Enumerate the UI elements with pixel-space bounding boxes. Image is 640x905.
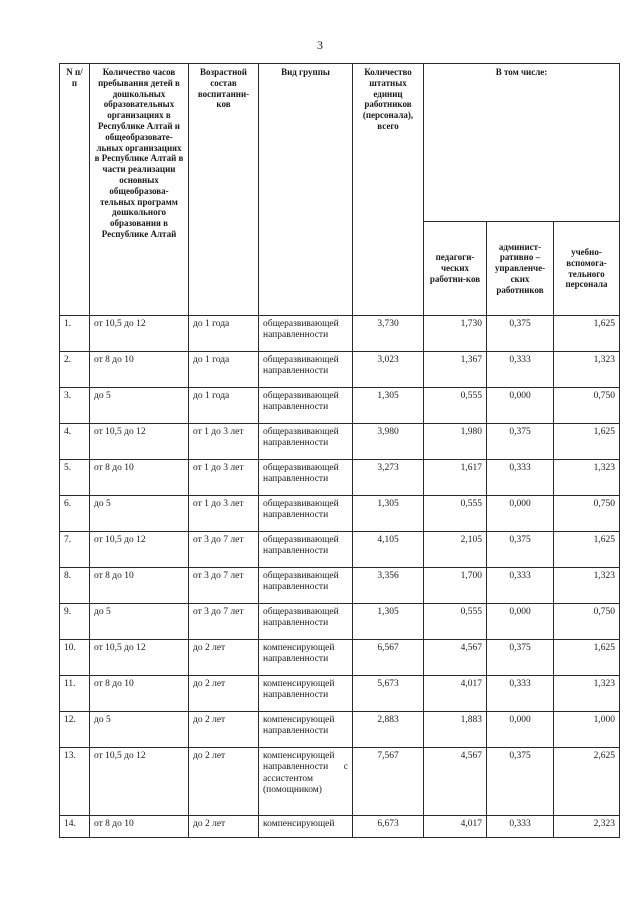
- row-hours: до 5: [90, 496, 189, 532]
- table-row: [60, 388, 620, 424]
- header-age: Возрастной состав воспитанни-ков: [189, 64, 259, 316]
- row-pedagogical: 4,567: [424, 640, 487, 676]
- table-row: [60, 460, 620, 496]
- row-staff-total: 7,567: [353, 748, 424, 816]
- row-pedagogical: 1,700: [424, 568, 487, 604]
- row-hours: от 8 до 10: [90, 460, 189, 496]
- row-hours: до 5: [90, 388, 189, 424]
- row-hours: от 10,5 до 12: [90, 748, 189, 816]
- header-auxiliary: учебно-вспомога-тельного персонала: [554, 222, 620, 316]
- row-age: до 1 года: [189, 388, 259, 424]
- row-auxiliary: 1,323: [554, 352, 620, 388]
- row-auxiliary: 1,625: [554, 532, 620, 568]
- header-including: В том числе:: [424, 64, 620, 222]
- row-group-type: компенсирующей: [259, 816, 353, 838]
- row-group-type: общеразвивающей направленности: [259, 424, 353, 460]
- table-row: [60, 424, 620, 460]
- row-number: 5.: [60, 460, 90, 496]
- row-pedagogical: 1,617: [424, 460, 487, 496]
- row-hours: от 10,5 до 12: [90, 640, 189, 676]
- row-hours: от 8 до 10: [90, 676, 189, 712]
- table-row: [60, 712, 620, 748]
- row-auxiliary: 1,625: [554, 640, 620, 676]
- row-number: 14.: [60, 816, 90, 838]
- row-age: до 2 лет: [189, 712, 259, 748]
- row-age: до 2 лет: [189, 640, 259, 676]
- row-auxiliary: 1,625: [554, 316, 620, 352]
- row-pedagogical: 1,730: [424, 316, 487, 352]
- row-number: 7.: [60, 532, 90, 568]
- row-age: до 2 лет: [189, 816, 259, 838]
- table-row: [60, 532, 620, 568]
- row-number: 2.: [60, 352, 90, 388]
- row-pedagogical: 1,980: [424, 424, 487, 460]
- row-age: до 2 лет: [189, 748, 259, 816]
- row-auxiliary: 0,750: [554, 496, 620, 532]
- row-staff-total: 3,273: [353, 460, 424, 496]
- row-administrative: 0,375: [487, 424, 554, 460]
- table-header: [60, 64, 620, 316]
- row-staff-total: 3,730: [353, 316, 424, 352]
- row-age: до 1 года: [189, 316, 259, 352]
- row-pedagogical: 0,555: [424, 388, 487, 424]
- table-row: [60, 352, 620, 388]
- table-row: [60, 640, 620, 676]
- row-hours: от 8 до 10: [90, 352, 189, 388]
- row-hours: от 8 до 10: [90, 816, 189, 838]
- table-row: [60, 604, 620, 640]
- row-staff-total: 3,980: [353, 424, 424, 460]
- row-age: от 1 до 3 лет: [189, 424, 259, 460]
- table-row: [60, 496, 620, 532]
- row-staff-total: 4,105: [353, 532, 424, 568]
- row-administrative: 0,333: [487, 816, 554, 838]
- row-hours: до 5: [90, 604, 189, 640]
- row-number: 3.: [60, 388, 90, 424]
- row-group-type: компенсирующей направленности: [259, 676, 353, 712]
- row-number: 6.: [60, 496, 90, 532]
- row-number: 1.: [60, 316, 90, 352]
- row-staff-total: 6,567: [353, 640, 424, 676]
- row-administrative: 0,333: [487, 460, 554, 496]
- row-pedagogical: 1,367: [424, 352, 487, 388]
- row-auxiliary: 1,323: [554, 676, 620, 712]
- row-pedagogical: 0,555: [424, 496, 487, 532]
- row-number: 4.: [60, 424, 90, 460]
- header-staff-total: Количество штатных единиц работников (персонала), всего: [353, 64, 424, 316]
- row-auxiliary: 1,323: [554, 460, 620, 496]
- row-pedagogical: 4,017: [424, 676, 487, 712]
- row-age: от 1 до 3 лет: [189, 460, 259, 496]
- row-age: до 1 года: [189, 352, 259, 388]
- table-row: [60, 316, 620, 352]
- row-administrative: 0,000: [487, 712, 554, 748]
- row-pedagogical: 0,555: [424, 604, 487, 640]
- row-group-type: общеразвивающей направленности: [259, 460, 353, 496]
- row-staff-total: 3,356: [353, 568, 424, 604]
- row-group-type: общеразвивающей направленности: [259, 388, 353, 424]
- header-group-type: Вид группы: [259, 64, 353, 316]
- row-pedagogical: 2,105: [424, 532, 487, 568]
- row-auxiliary: 2,323: [554, 816, 620, 838]
- row-administrative: 0,375: [487, 316, 554, 352]
- row-staff-total: 5,673: [353, 676, 424, 712]
- row-hours: от 10,5 до 12: [90, 316, 189, 352]
- staffing-table: [59, 63, 620, 838]
- header-hours: Количество часов пребывания детей в дошкольных образовательных организациях в Республике Алтай и общеобразовате-льных организациях в Республике Алтай в части реализации основных общеобразова-тельных программ дошкольного образования в Республике Алтай: [90, 64, 189, 316]
- row-number: 12.: [60, 712, 90, 748]
- row-staff-total: 1,305: [353, 604, 424, 640]
- row-age: от 3 до 7 лет: [189, 568, 259, 604]
- row-number: 10.: [60, 640, 90, 676]
- row-staff-total: 2,883: [353, 712, 424, 748]
- row-group-type: компенсирующей направленности: [259, 712, 353, 748]
- row-hours: от 10,5 до 12: [90, 424, 189, 460]
- row-pedagogical: 4,017: [424, 816, 487, 838]
- row-group-type: компенсирующей направленности: [259, 640, 353, 676]
- row-age: от 1 до 3 лет: [189, 496, 259, 532]
- row-number: 13.: [60, 748, 90, 816]
- row-administrative: 0,000: [487, 496, 554, 532]
- table-row: [60, 748, 620, 816]
- row-pedagogical: 1,883: [424, 712, 487, 748]
- table-row: [60, 816, 620, 838]
- row-administrative: 0,333: [487, 568, 554, 604]
- row-group-type: компенсирующей направленности с ассистентом (помощником): [259, 748, 353, 816]
- page-number: 3: [317, 38, 323, 52]
- row-auxiliary: 0,750: [554, 388, 620, 424]
- row-number: 11.: [60, 676, 90, 712]
- row-pedagogical: 4,567: [424, 748, 487, 816]
- row-staff-total: 3,023: [353, 352, 424, 388]
- row-auxiliary: 2,625: [554, 748, 620, 816]
- row-staff-total: 1,305: [353, 496, 424, 532]
- row-group-type: общеразвивающей направленности: [259, 532, 353, 568]
- row-hours: от 8 до 10: [90, 568, 189, 604]
- row-administrative: 0,000: [487, 388, 554, 424]
- row-administrative: 0,333: [487, 352, 554, 388]
- row-number: 9.: [60, 604, 90, 640]
- row-staff-total: 1,305: [353, 388, 424, 424]
- row-group-type: общеразвивающей направленности: [259, 568, 353, 604]
- row-age: от 3 до 7 лет: [189, 532, 259, 568]
- header-administrative: админист-ративно – управленче-ских работников: [487, 222, 554, 316]
- row-group-type: общеразвивающей направленности: [259, 496, 353, 532]
- row-administrative: 0,375: [487, 748, 554, 816]
- row-auxiliary: 0,750: [554, 604, 620, 640]
- row-hours: до 5: [90, 712, 189, 748]
- header-num: N п/п: [60, 64, 90, 316]
- row-administrative: 0,000: [487, 604, 554, 640]
- table-row: [60, 676, 620, 712]
- row-auxiliary: 1,323: [554, 568, 620, 604]
- row-number: 8.: [60, 568, 90, 604]
- row-staff-total: 6,673: [353, 816, 424, 838]
- row-administrative: 0,333: [487, 676, 554, 712]
- header-pedagogical: педагоги-ческих работни-ков: [424, 222, 487, 316]
- table-body: [60, 316, 620, 838]
- row-hours: от 10,5 до 12: [90, 532, 189, 568]
- row-auxiliary: 1,625: [554, 424, 620, 460]
- table-row: [60, 568, 620, 604]
- row-auxiliary: 1,000: [554, 712, 620, 748]
- row-administrative: 0,375: [487, 640, 554, 676]
- row-age: от 3 до 7 лет: [189, 604, 259, 640]
- row-age: до 2 лет: [189, 676, 259, 712]
- row-group-type: общеразвивающей направленности: [259, 604, 353, 640]
- row-group-type: общеразвивающей направленности: [259, 316, 353, 352]
- row-administrative: 0,375: [487, 532, 554, 568]
- row-group-type: общеразвивающей направленности: [259, 352, 353, 388]
